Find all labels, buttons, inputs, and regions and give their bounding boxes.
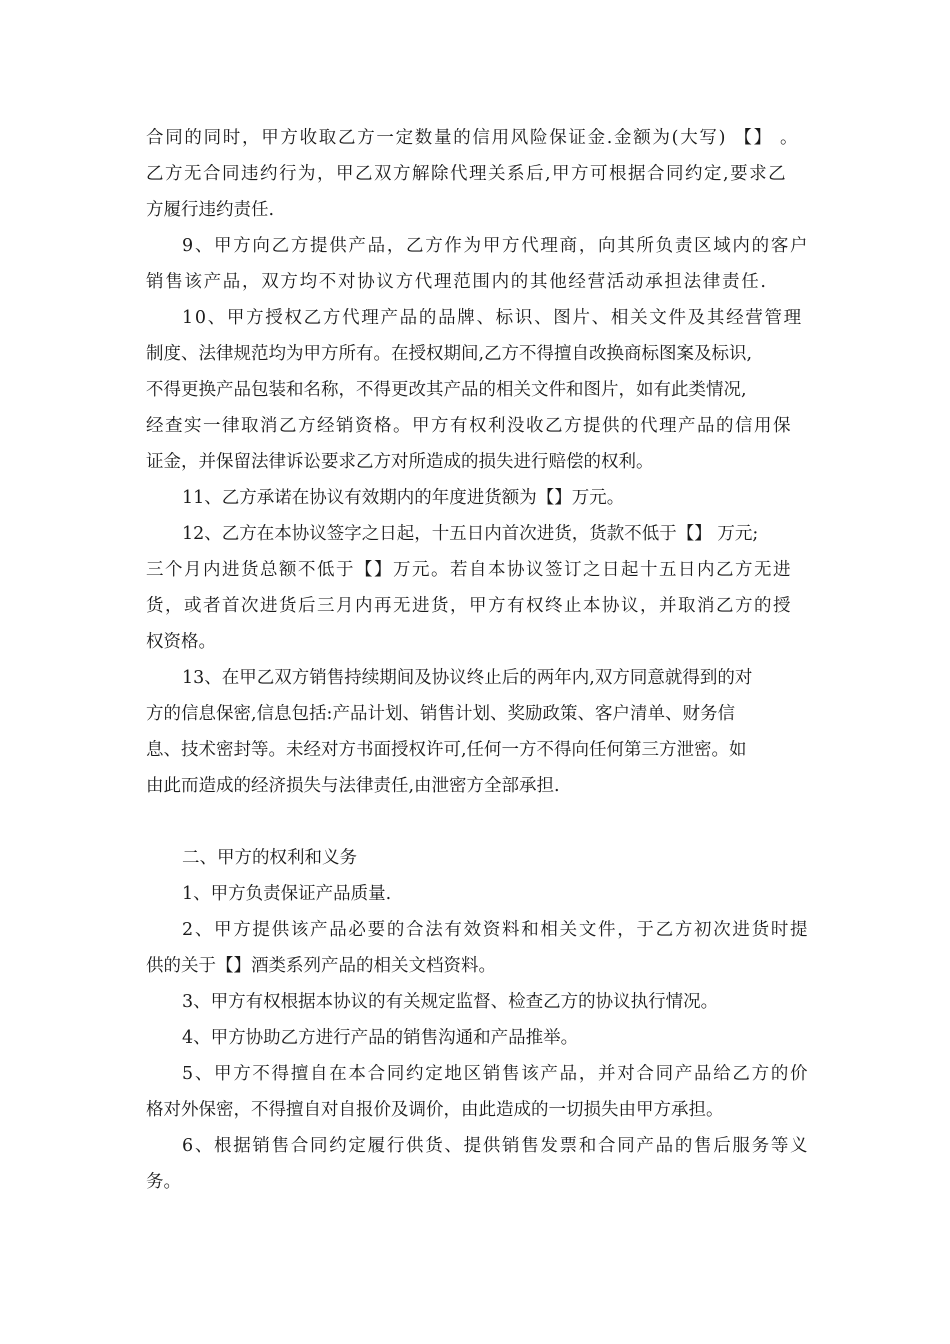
text-line: 由此而造成的经济损失与法律责任,由泄密方全部承担. (146, 776, 560, 796)
text-line: 3、甲方有权根据本协议的有关规定监督、检查乙方的协议执行情况。 (182, 992, 719, 1012)
section-heading: 二、甲方的权利和义务 (182, 848, 357, 868)
text-line: 13、在甲乙双方销售持续期间及协议终止后的两年内,双方同意就得到的对 (182, 668, 753, 688)
text-line: 证金，并保留法律诉讼要求乙方对所造成的损失进行赔偿的权利。 (146, 452, 654, 472)
text-line: 合同的同时，甲方收取乙方一定数量的信用风险保证金.金额为(大写) 【】 。 (146, 128, 800, 148)
text-line: 经查实一律取消乙方经销资格。甲方有权利没收乙方提供的代理产品的信用保 (146, 416, 792, 436)
text-line: 格对外保密，不得擅自对自报价及调价，由此造成的一切损失由甲方承担。 (146, 1100, 724, 1120)
text-line: 4、甲方协助乙方进行产品的销售沟通和产品推举。 (182, 1028, 579, 1048)
text-line: 6、根据销售合同约定履行供货、提供销售发票和合同产品的售后服务等义 (182, 1136, 810, 1156)
text-line: 务。 (146, 1172, 181, 1192)
text-line: 供的关于【】酒类系列产品的相关文档资料。 (146, 956, 496, 976)
text-line: 乙方无合同违约行为，甲乙双方解除代理关系后,甲方可根据合同约定,要求乙 (146, 164, 788, 184)
text-line: 销售该产品，双方均不对协议方代理范围内的其他经营活动承担法律责任. (146, 272, 768, 292)
text-line: 10、甲方授权乙方代理产品的品牌、标识、图片、相关文件及其经营管理 (182, 308, 803, 328)
text-line: 5、甲方不得擅自在本合同约定地区销售该产品，并对合同产品给乙方的价 (182, 1064, 810, 1084)
text-line: 12、乙方在本协议签字之日起，十五日内首次进货，货款不低于【】 万元; (182, 524, 759, 544)
text-line: 方的信息保密,信息包括:产品计划、销售计划、奖励政策、客户清单、财务信 (146, 704, 735, 724)
text-line: 1、甲方负责保证产品质量. (182, 884, 392, 904)
text-line: 三个月内进货总额不低于【】万元。若自本协议签订之日起十五日内乙方无进 (146, 560, 792, 580)
text-line: 不得更换产品包装和名称，不得更改其产品的相关文件和图片，如有此类情况, (146, 380, 747, 400)
text-line: 息、技术密封等。未经对方书面授权许可,任何一方不得向任何第三方泄密。如 (146, 740, 747, 760)
text-line: 11、乙方承诺在协议有效期内的年度进货额为【】万元。 (182, 488, 625, 508)
text-line: 2、甲方提供该产品必要的合法有效资料和相关文件，于乙方初次进货时提 (182, 920, 810, 940)
text-line: 权资格。 (146, 632, 216, 652)
text-line: 制度、法律规范均为甲方所有。在授权期间,乙方不得擅自改换商标图案及标识, (146, 344, 753, 364)
text-line: 货，或者首次进货后三月内再无进货，甲方有权终止本协议，并取消乙方的授 (146, 596, 792, 616)
text-line: 方履行违约责任. (146, 200, 275, 220)
text-line: 9、甲方向乙方提供产品，乙方作为甲方代理商，向其所负责区域内的客户 (182, 236, 810, 256)
